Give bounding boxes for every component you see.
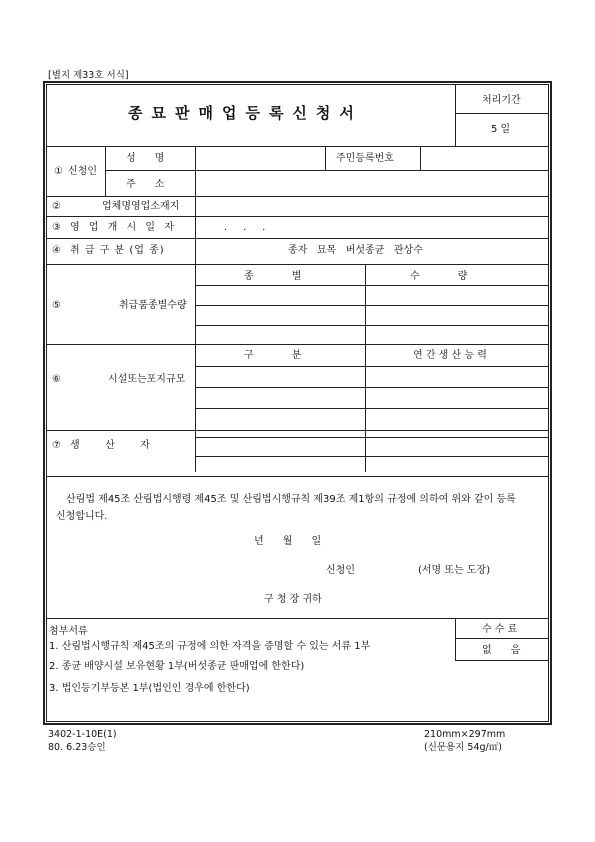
processing-value: 5 일: [491, 124, 511, 135]
attachments-title: 첨부서류: [49, 626, 88, 637]
divider: [46, 430, 549, 431]
divider: [420, 146, 421, 170]
row3-label: 영 업 개 시 일 자: [70, 222, 177, 233]
attachment-item: 3. 법인등기부등본 1부(법인인 경우에 한한다): [49, 683, 250, 694]
divider: [455, 113, 549, 114]
row6-col2: 연 간 생 산 능 력: [413, 350, 487, 361]
divider: [455, 638, 549, 639]
divider: [195, 285, 549, 286]
name-label: 성 명: [126, 153, 165, 164]
divider: [195, 325, 549, 326]
divider: [195, 366, 549, 367]
divider: [195, 437, 549, 438]
form-title: 종묘판매업등록신청서: [128, 104, 363, 122]
divider: [365, 264, 366, 344]
row7-num: ⑦: [52, 440, 61, 451]
row2-label: 업체명영업소재지: [102, 201, 180, 212]
footer-code: 3402-1-10E(1): [48, 729, 117, 740]
divider: [195, 305, 549, 306]
processing-label: 처리기간: [482, 95, 521, 106]
divider: [46, 238, 549, 239]
row5-label: 취급품종별수량: [119, 300, 187, 311]
footer-approval: 80. 6.23승인: [48, 742, 106, 753]
applicant-num: ①: [54, 166, 63, 177]
divider: [455, 618, 456, 660]
divider: [195, 408, 549, 409]
divider: [46, 344, 549, 345]
row5-num: ⑤: [52, 300, 61, 311]
row3-value: . . .: [224, 222, 266, 233]
divider: [46, 216, 549, 217]
form-number: [별지 제33호 서식]: [48, 70, 129, 81]
divider: [105, 146, 106, 196]
statement: 산림법 제45조 산림법시행령 제45조 및 산림법시행규칙 제39조 제1항의 규정에 의하여 위와 같이 등록 신청합니다.: [56, 494, 516, 522]
row6-col1: 구 분: [244, 350, 302, 361]
date-line: 년 월 일: [254, 536, 322, 547]
footer-size: 210mm×297mm: [424, 729, 506, 740]
row4-num: ④: [52, 245, 61, 256]
signer-label: 신청인: [326, 565, 355, 576]
signer-sign: (서명 또는 도장): [418, 565, 491, 576]
addressee: 구 청 장 귀하: [264, 594, 322, 605]
divider: [46, 618, 549, 619]
divider: [195, 456, 549, 457]
divider: [455, 84, 456, 146]
attachment-item: 1. 산림법시행규칙 제45조의 규정에 의한 자격을 증명할 수 있는 서류 1부: [49, 641, 371, 652]
row5-col2: 수 량: [410, 271, 468, 282]
footer-paper: (신문용지 54g/㎡): [424, 742, 502, 753]
divider: [325, 146, 326, 170]
resident-no-label: 주민등록번호: [336, 153, 394, 164]
row4-value: 종자 묘목 버섯종균 관상수: [288, 245, 423, 256]
address-label: 주 소: [126, 179, 165, 190]
applicant-label: 신청인: [68, 166, 97, 177]
divider: [105, 170, 549, 171]
attachment-item: 2. 종균 배양시설 보유현황 1부(버섯종균 판매업에 한한다): [49, 661, 305, 672]
row7-label: 생 산 자: [70, 440, 150, 451]
divider: [46, 146, 549, 147]
fee-value: 없 음: [482, 645, 521, 656]
row2-num: ②: [52, 201, 61, 212]
divider: [46, 264, 549, 265]
divider: [46, 196, 549, 197]
row6-label: 시설또는포지규모: [108, 374, 186, 385]
row3-num: ③: [52, 222, 61, 233]
form-frame: [46, 84, 549, 722]
divider: [195, 146, 196, 472]
divider: [46, 476, 549, 477]
divider: [195, 387, 549, 388]
row4-label: 취 급 구 분 (업 종): [70, 245, 165, 256]
fee-label: 수 수 료: [482, 624, 518, 635]
row5-col1: 종 별: [244, 271, 302, 282]
row6-num: ⑥: [52, 374, 61, 385]
divider: [455, 660, 549, 661]
